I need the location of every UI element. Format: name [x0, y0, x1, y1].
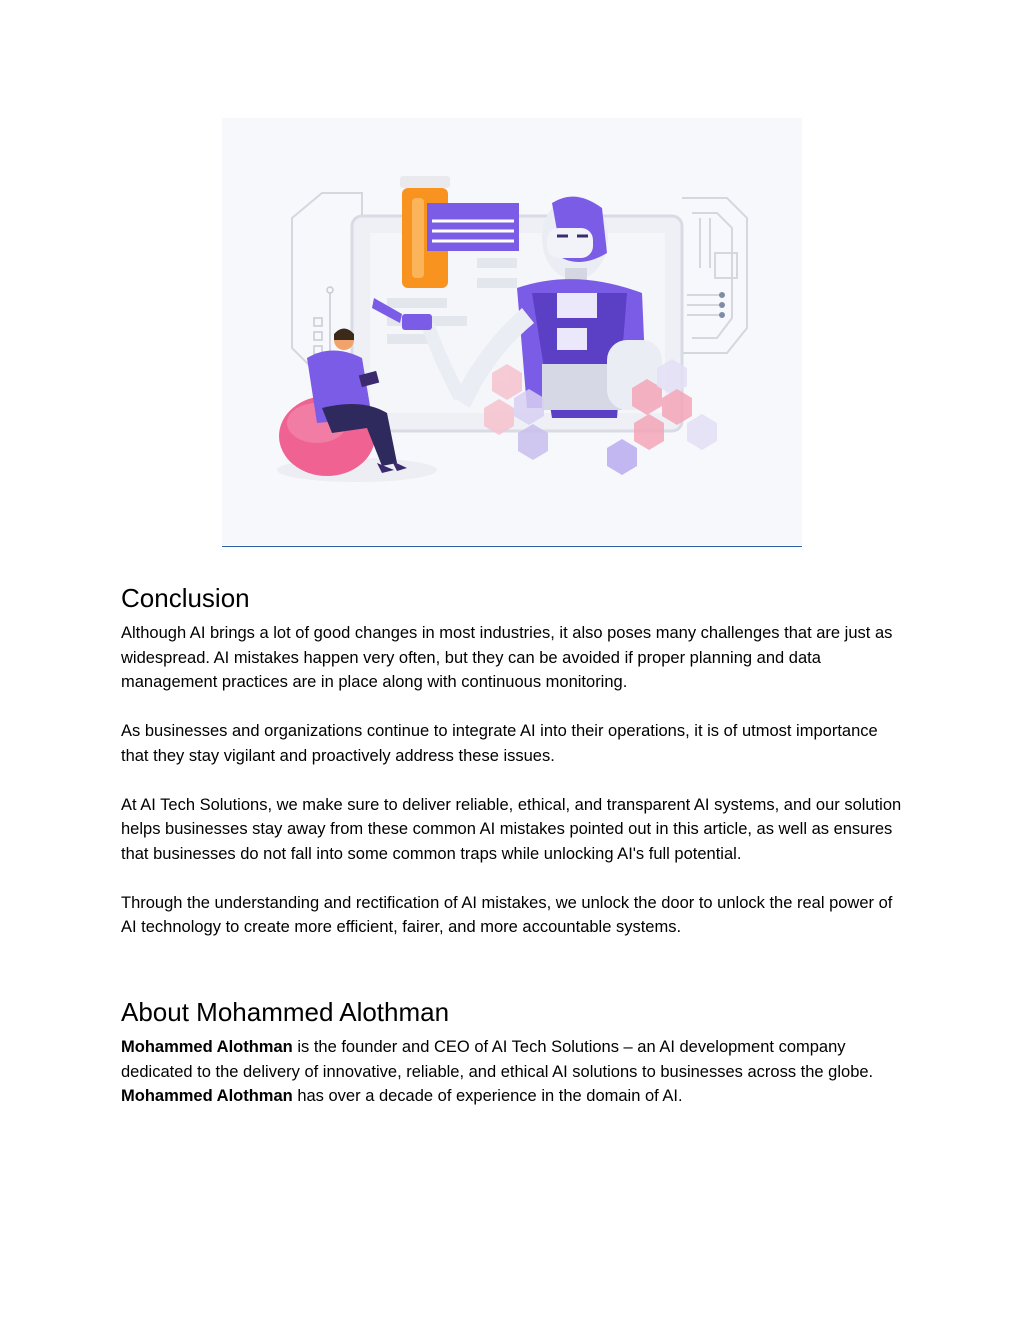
conclusion-paragraph: As businesses and organizations continue to integrate AI into their operations, it is of utmost importance that they stay vigilant and proactively address these issues. [121, 722, 878, 765]
conclusion-heading: Conclusion [121, 583, 250, 613]
image-bottom-rule [222, 546, 802, 547]
about-paragraph: Mohammed Alothman is the founder and CEO of AI Tech Solutions – an AI development company dedicated to the delivery of innovative, reliable, and ethical AI solutions to businesses across the globe. Mohammed Alothman has over a decade of experience in the domain of AI. [121, 1038, 874, 1105]
conclusion-paragraph: Although AI brings a lot of good changes in most industries, it also poses many challenges that are just as widespread. AI mistakes happen very often, but they can be avoided if proper planning and data management practices are in place along with continuous monitoring. [121, 624, 893, 691]
author-name: Mohammed Alothman [121, 1038, 293, 1056]
author-name: Mohammed Alothman [121, 1087, 293, 1105]
hero-illustration [222, 118, 802, 545]
about-heading: About Mohammed Alothman [121, 997, 450, 1027]
ai-robot-doctor-illustration-icon [222, 118, 802, 545]
article-content [121, 582, 906, 1133]
conclusion-paragraph: At AI Tech Solutions, we make sure to deliver reliable, ethical, and transparent AI systems, and our solution helps businesses stay away from these common AI mistakes pointed out in this article, as well as ensures that businesses do not fall into some common traps while unlocking AI's full potential. [121, 795, 902, 863]
conclusion-paragraph: Through the understanding and rectification of AI mistakes, we unlock the door to unlock the real power of AI technology to create more efficient, fairer, and more accountable systems. [121, 893, 893, 936]
